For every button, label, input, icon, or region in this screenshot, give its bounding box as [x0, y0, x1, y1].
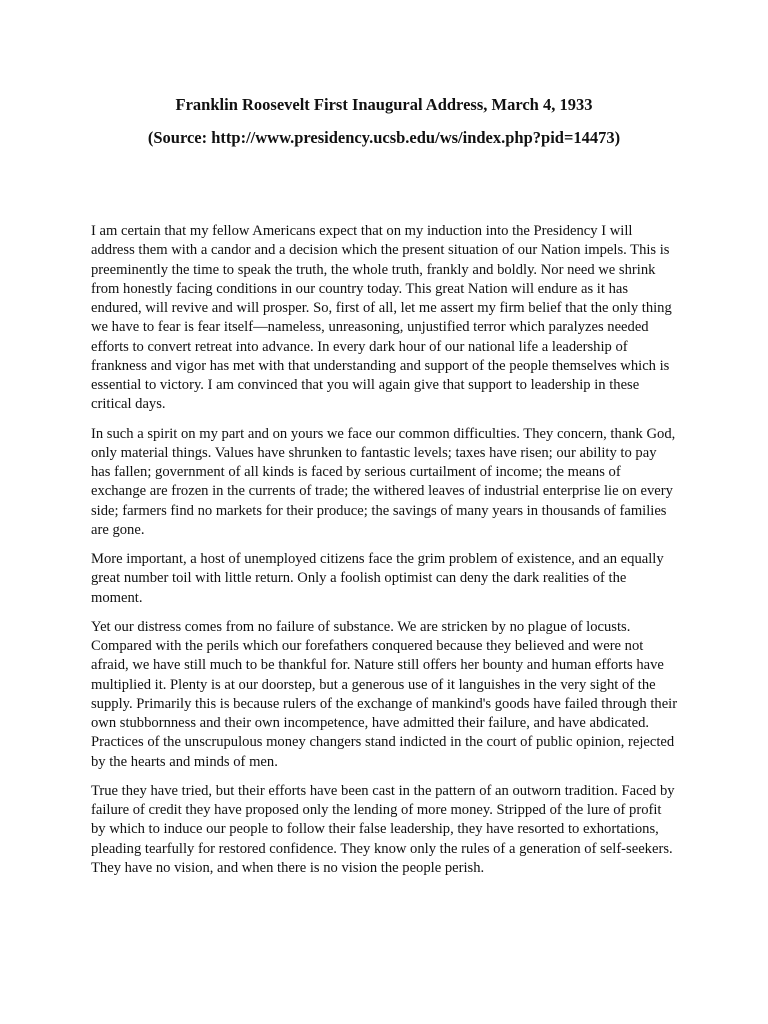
paragraph: Yet our distress comes from no failure of substance. We are stricken by no plague of locusts. Compared with the perils which our forefathers conquered because they believed and were not afraid, we have still much to be thankful for. Nature still offers her bounty and human efforts have multiplied it. Plenty is at our doorstep, but a generous use of it languishes in the very sight of the supply. Primarily this is because rulers of the exchange of mankind's goods have failed through their own stubbornness and their own incompetence, have admitted their failure, and have abdicated. Practices of the unscrupulous money changers stand indicted in the court of public opinion, rejected by the hearts and minds of men.	[91, 618, 678, 770]
paragraph: True they have tried, but their efforts have been cast in the pattern of an outworn tradition. Faced by failure of credit they have proposed only the lending of more money. Stripped of the lure of profit by which to induce our people to follow their false leadership, they have resorted to exhortations, pleading tearfully for restored confidence. They know only the rules of a generation of self-seekers. They have no vision, and when there is no vision the people perish.	[91, 782, 675, 876]
paragraph: In such a spirit on my part and on yours we face our common difficulties. They concern, thank God, only material things. Values have shrunken to fantastic levels; taxes have risen; our ability to pay has fallen; government of all kinds is faced by serious curtailment of income; the means of exchange are frozen in the currents of trade; the withered leaves of industrial enterprise lie on every side; farmers find no markets for their produce; the savings of many years in thousands of families are gone.	[91, 425, 676, 538]
document-source: (Source: http://www.presidency.ucsb.edu/ws/index.php?pid=14473)	[147, 128, 621, 147]
paragraph: I am certain that my fellow Americans expect that on my induction into the Presidency I will address them with a candor and a decision which the present situation of our Nation impels. This is preeminently the time to speak the truth, the whole truth, frankly and boldly. Nor need we shrink from honestly facing conditions in our country today. This great Nation will endure as it has endured, will revive and will prosper. So, first of all, let me assert my firm belief that the only thing we have to fear is fear itself—nameless, unreasoning, unjustified terror which paralyzes needed efforts to convert retreat into advance. In every dark hour of our national life a leadership of frankness and vigor has met with that understanding and support of the people themselves which is essential to victory. I am convinced that you will again give that support to leadership in these critical days.	[91, 223, 672, 413]
document-body	[91, 222, 679, 888]
document-title: Franklin Roosevelt First Inaugural Address, March 4, 1933	[175, 95, 593, 114]
paragraph: More important, a host of unemployed citizens face the grim problem of existence, and an equally great number toil with little return. Only a foolish optimist can deny the dark realities of the moment.	[91, 551, 664, 606]
